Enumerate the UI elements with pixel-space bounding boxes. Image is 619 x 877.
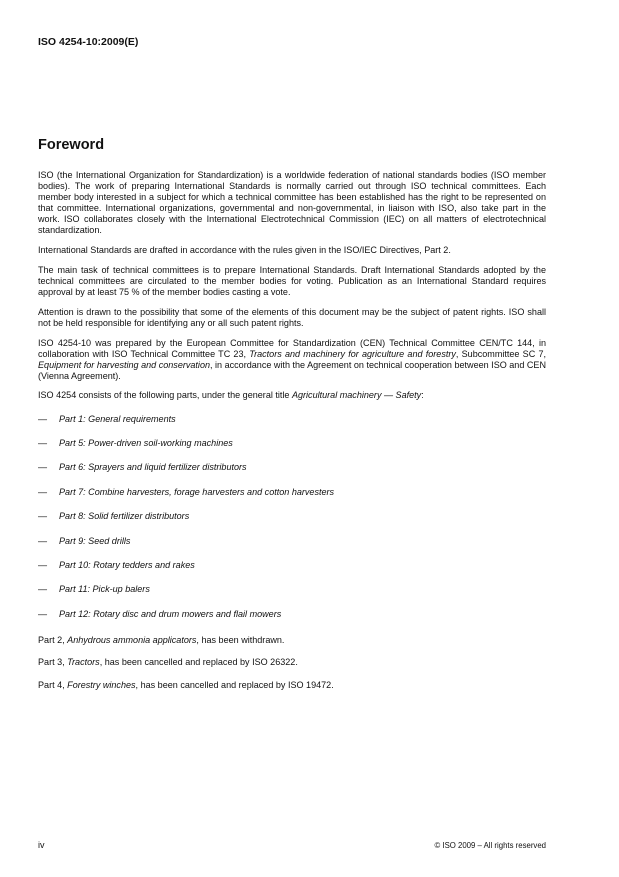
part-title: Part 10: Rotary tedders and rakes <box>59 559 195 570</box>
page-number: iv <box>38 840 45 850</box>
list-dash: — <box>38 511 48 522</box>
parts-intro-text: ISO 4254 consists of the following parts, under the general title <box>38 390 292 401</box>
foreword-body <box>38 170 546 703</box>
list-dash: — <box>38 535 48 546</box>
page-title: Foreword <box>38 137 105 153</box>
preparation-text-3: , in accordance with the Agreement on technical cooperation between ISO and CEN (Vienna Agreement). <box>38 359 546 381</box>
cancelled-note: , has been cancelled and replaced by ISO 19472. <box>135 680 334 691</box>
withdrawn-note: , has been withdrawn. <box>196 634 285 645</box>
parts-intro-colon: : <box>421 390 424 401</box>
list-item <box>38 511 546 535</box>
part-title: Part 8: Solid fertilizer distributors <box>59 511 190 522</box>
list-item <box>38 584 546 608</box>
part-title: Part 5: Power-driven soil-working machines <box>59 437 233 448</box>
part-title: Part 9: Seed drills <box>59 535 131 546</box>
paragraph-patent-rights: Attention is drawn to the possibility that some of the elements of this document may be the subject of patent rights. ISO shall not be held responsible for identifying any or all such patent rights. <box>38 306 546 328</box>
cancelled-note: , has been cancelled and replaced by ISO 26322. <box>99 657 298 668</box>
list-dash: — <box>38 584 48 595</box>
withdrawn-parts <box>38 635 546 692</box>
list-dash: — <box>38 413 48 424</box>
cancelled-title: Tractors <box>67 657 100 668</box>
cancelled-title: Forestry winches <box>67 680 136 691</box>
list-dash: — <box>38 462 48 473</box>
paragraph-directives: International Standards are drafted in accordance with the rules given in the ISO/IEC Directives, Part 2. <box>38 245 451 256</box>
general-title: Agricultural machinery — Safety <box>291 390 422 401</box>
cancelled-text: Part 3, <box>38 657 68 668</box>
withdrawn-title: Anhydrous ammonia applicators <box>67 634 197 645</box>
part-title: Part 7: Combine harvesters, forage harvesters and cotton harvesters <box>59 486 335 497</box>
list-item <box>38 487 546 511</box>
parts-list <box>38 414 546 634</box>
list-dash: — <box>38 437 48 448</box>
list-item <box>38 609 546 633</box>
subcommittee-title: Equipment for harvesting and conservation <box>38 359 211 370</box>
part-title: Part 11: Pick-up balers <box>59 584 150 595</box>
copyright-notice: © ISO 2009 – All rights reserved <box>434 841 546 850</box>
paragraph-technical-committees: The main task of technical committees is to prepare International Standards. Draft International Standards adopted by the technical committees are circulated to the member bodies for voting. Publication as an International Standard requires approval by at least 75 % of the member bodies casting a vote. <box>38 264 546 298</box>
part-title: Part 1: General requirements <box>59 413 176 424</box>
paragraph-iso-intro: ISO (the International Organization for Standardization) is a worldwide federation of national standards bodies (ISO member bodies). The work of preparing International Standards is normally carried out through ISO technical committees. Each member body interested in a subject for which a technical committee has been established has the right to be represented on that committee. International organizations, governmental and non-governmental, in liaison with ISO, also take part in the work. ISO collaborates closely with the International Electrotechnical Commission (IEC) on all matters of electrotechnical standardization. <box>38 170 546 236</box>
list-item <box>38 536 546 560</box>
list-item <box>38 560 546 584</box>
preparation-text-2: , Subcommittee SC 7, <box>455 348 546 359</box>
list-item <box>38 462 546 486</box>
list-item <box>38 438 546 462</box>
list-item <box>38 414 546 438</box>
cancelled-part-3 <box>38 657 546 668</box>
document-id: ISO 4254-10:2009(E) <box>38 36 139 48</box>
paragraph-parts-intro <box>38 390 546 401</box>
part-title: Part 12: Rotary disc and drum mowers and flail mowers <box>59 608 282 619</box>
withdrawn-text: Part 2, <box>38 634 68 645</box>
paragraph-preparation <box>38 338 546 382</box>
list-dash: — <box>38 559 48 570</box>
part-title: Part 6: Sprayers and liquid fertilizer distributors <box>59 462 247 473</box>
cancelled-part-4 <box>38 680 546 691</box>
cancelled-text: Part 4, <box>38 680 68 691</box>
committee-title: Tractors and machinery for agriculture and forestry <box>249 348 456 359</box>
list-dash: — <box>38 608 48 619</box>
withdrawn-part-2 <box>38 635 546 646</box>
preparation-text-1: ISO 4254-10 was prepared by the European Committee for Standardization (CEN) Technical Committee CEN/TC 144, in collaboration with ISO Technical Committee TC 23, <box>38 337 546 359</box>
list-dash: — <box>38 486 48 497</box>
